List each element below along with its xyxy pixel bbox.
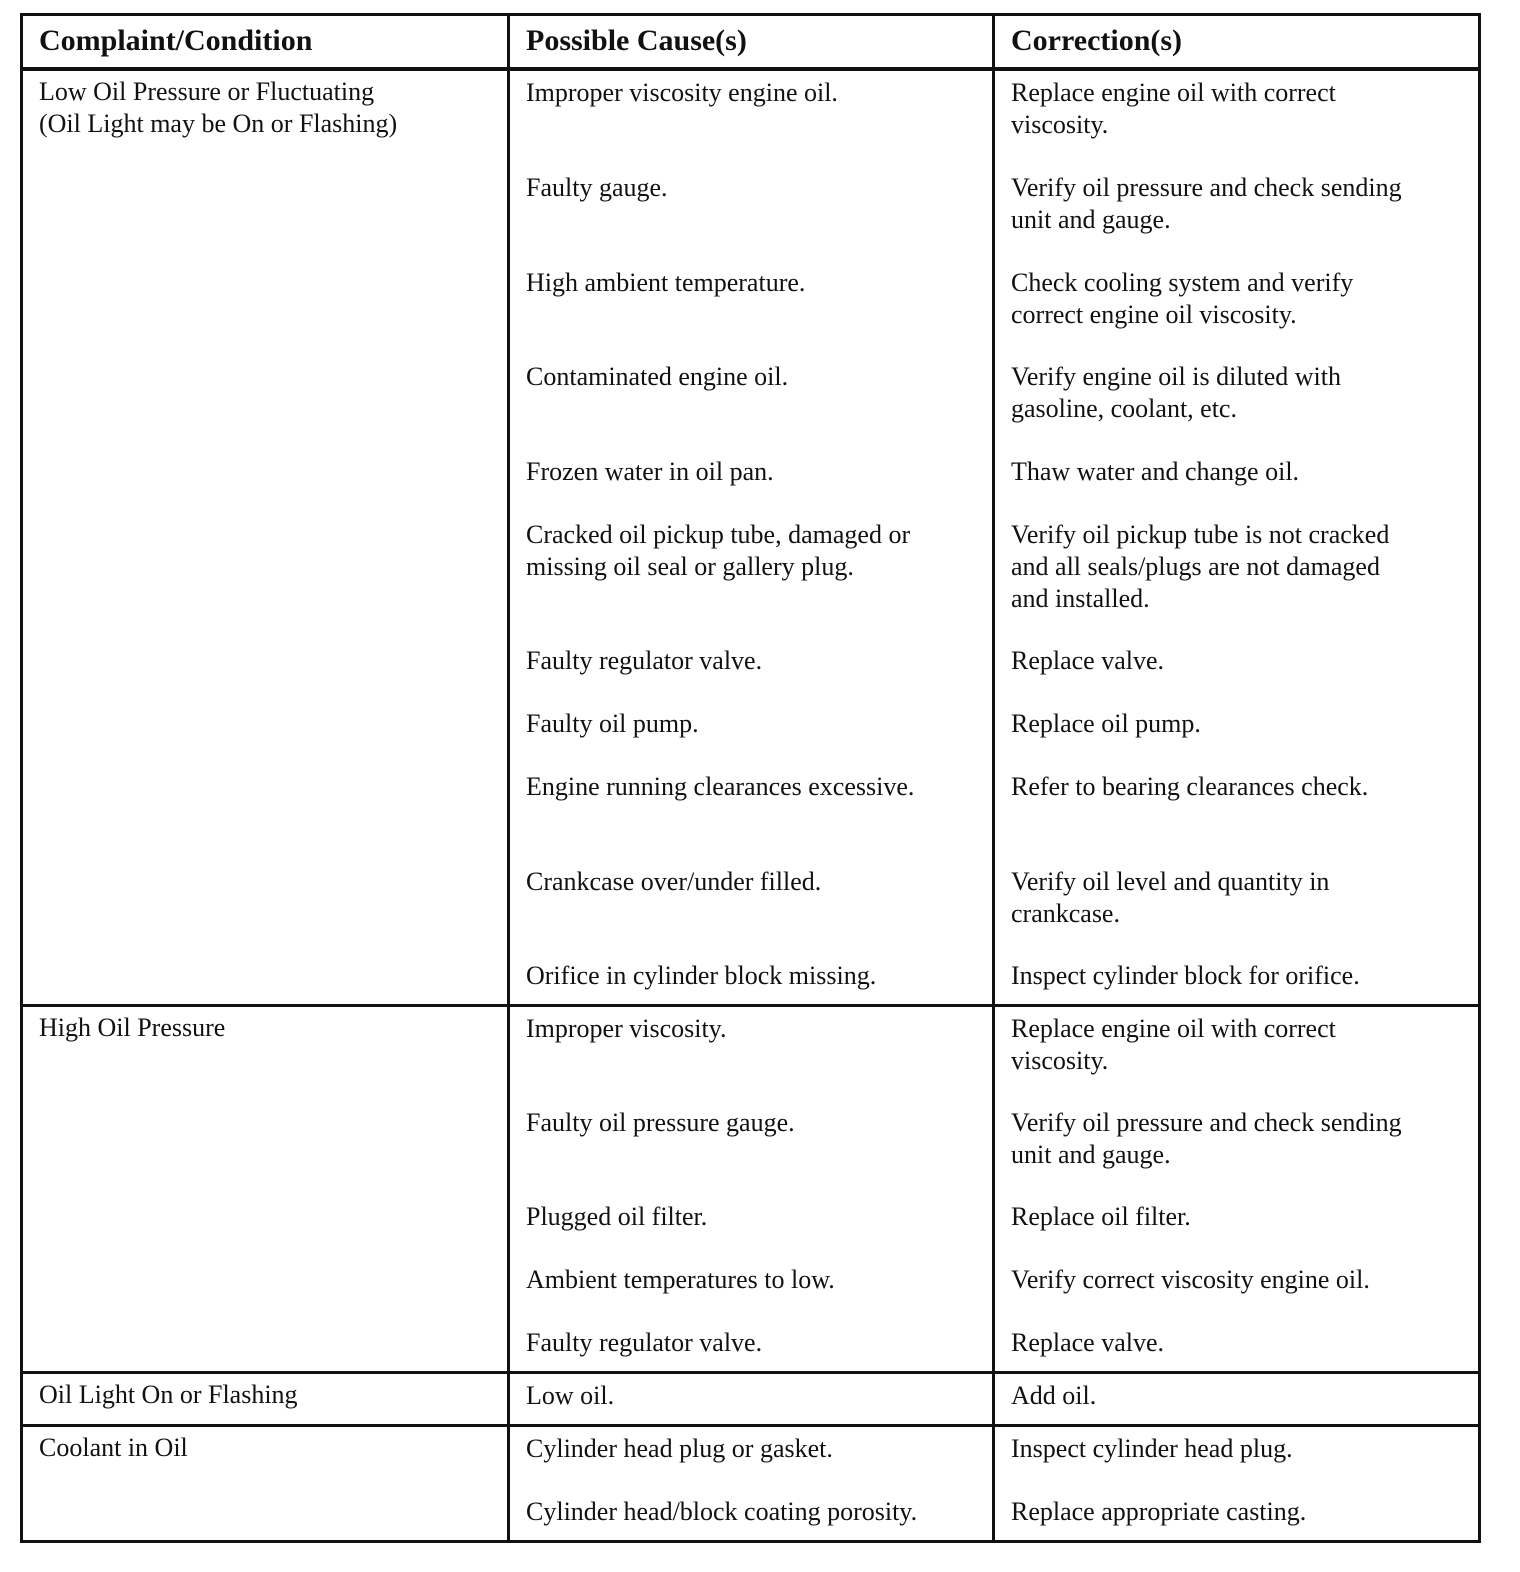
cause-text: Ambient temperatures to low. [526,1265,835,1294]
correction-text: Replace appropriate casting. [1011,1497,1307,1526]
table-header [22,15,1480,70]
correction-text: and all seals/plugs are not damaged [1011,552,1380,581]
correction-text: Thaw water and change oil. [1011,457,1300,486]
cause-text: Improper viscosity. [526,1014,727,1043]
correction-item [1011,1327,1466,1371]
condition-text: Coolant in Oil [39,1433,188,1462]
cause-text: Contaminated engine oil. [526,362,789,391]
correction-item [1011,1264,1466,1327]
correction-text: unit and gauge. [1011,1140,1171,1169]
correction-text: Verify oil pressure and check sending [1011,1108,1402,1137]
condition-cell [22,1006,509,1373]
correction-text: Inspect cylinder block for orifice. [1011,961,1360,990]
correction-item [1011,456,1466,519]
correction-text: Replace oil filter. [1011,1202,1191,1231]
correction-item [1011,519,1466,645]
cause-text: Faulty regulator valve. [526,1328,763,1357]
correction-text: Verify engine oil is diluted with [1011,362,1342,391]
cause-text: High ambient temperature. [526,268,806,297]
cause-item [526,1013,980,1107]
correction-text: correct engine oil viscosity. [1011,300,1297,329]
correction-item [1011,1201,1466,1264]
cause-text: Engine running clearances excessive. [526,772,915,801]
cause-text: Improper viscosity engine oil. [526,78,838,107]
header-corrections: Correction(s) [994,15,1480,70]
correction-item [1011,1013,1466,1107]
header-condition: Complaint/Condition [22,15,509,70]
cause-text: Plugged oil filter. [526,1202,708,1231]
table-row [22,1373,1480,1426]
correction-item [1011,267,1466,361]
table-row [22,1426,1480,1542]
corrections-cell [994,1426,1480,1542]
correction-text: Replace oil pump. [1011,709,1201,738]
cause-item [526,708,980,771]
correction-item [1011,708,1466,771]
correction-text: Add oil. [1011,1381,1097,1410]
cause-item [526,456,980,519]
correction-item [1011,1433,1466,1496]
cause-item [526,1433,980,1496]
correction-text: viscosity. [1011,110,1109,139]
correction-text: Verify oil pickup tube is not cracked [1011,520,1390,549]
header-causes: Possible Cause(s) [509,15,994,70]
table-row [22,69,1480,1006]
correction-text: viscosity. [1011,1046,1109,1075]
correction-text: crankcase. [1011,899,1120,928]
causes-cell [509,1426,994,1542]
correction-text: Replace valve. [1011,646,1165,675]
condition-text: Low Oil Pressure or Fluctuating [39,77,375,106]
causes-cell [509,1373,994,1426]
cause-text: Low oil. [526,1381,615,1410]
correction-text: Replace engine oil with correct [1011,1014,1336,1043]
correction-item [1011,1496,1466,1540]
cause-text: Faulty regulator valve. [526,646,763,675]
correction-item [1011,172,1466,267]
cause-item [526,1264,980,1327]
correction-text: and installed. [1011,584,1150,613]
cause-text: Faulty gauge. [526,173,668,202]
cause-text: Crankcase over/under filled. [526,867,822,896]
correction-item [1011,960,1466,1004]
cause-item [526,771,980,866]
correction-item [1011,1380,1466,1424]
cause-item [526,1496,980,1540]
cause-text: Orifice in cylinder block missing. [526,961,877,990]
correction-text: Refer to bearing clearances check. [1011,772,1369,801]
troubleshooting-table [20,13,1481,1543]
correction-item [1011,771,1466,866]
correction-item [1011,77,1466,172]
cause-item [526,1107,980,1201]
cause-item [526,866,980,960]
correction-text: Verify correct viscosity engine oil. [1011,1265,1370,1294]
causes-cell [509,69,994,1006]
table-body [22,69,1480,1542]
correction-item [1011,1107,1466,1201]
condition-cell [22,1426,509,1542]
cause-text: Cylinder head/block coating porosity. [526,1497,918,1526]
condition-text: High Oil Pressure [39,1013,226,1042]
cause-item [526,1380,980,1424]
cause-item [526,645,980,708]
cause-item [526,519,980,645]
condition-cell [22,1373,509,1426]
cause-item [526,1327,980,1371]
cause-text: missing oil seal or gallery plug. [526,552,854,581]
correction-item [1011,361,1466,456]
correction-text: Verify oil level and quantity in [1011,867,1330,896]
table-row [22,1006,1480,1373]
condition-cell [22,69,509,1006]
corrections-cell [994,1006,1480,1373]
cause-text: Cracked oil pickup tube, damaged or [526,520,911,549]
cause-item [526,1201,980,1264]
header-row [22,15,1480,70]
condition-text: Oil Light On or Flashing [39,1380,298,1409]
cause-text: Faulty oil pump. [526,709,699,738]
correction-text: unit and gauge. [1011,205,1171,234]
correction-item [1011,866,1466,960]
cause-text: Cylinder head plug or gasket. [526,1434,833,1463]
correction-text: Inspect cylinder head plug. [1011,1434,1293,1463]
cause-item [526,267,980,361]
cause-item [526,960,980,1004]
cause-item [526,361,980,456]
correction-text: Replace engine oil with correct [1011,78,1336,107]
cause-text: Frozen water in oil pan. [526,457,774,486]
condition-text: (Oil Light may be On or Flashing) [39,109,398,138]
correction-text: Check cooling system and verify [1011,268,1354,297]
causes-cell [509,1006,994,1373]
cause-item [526,172,980,267]
correction-text: Verify oil pressure and check sending [1011,173,1402,202]
corrections-cell [994,69,1480,1006]
correction-text: Replace valve. [1011,1328,1165,1357]
cause-item [526,77,980,172]
cause-text: Faulty oil pressure gauge. [526,1108,795,1137]
correction-text: gasoline, coolant, etc. [1011,394,1237,423]
corrections-cell [994,1373,1480,1426]
correction-item [1011,645,1466,708]
